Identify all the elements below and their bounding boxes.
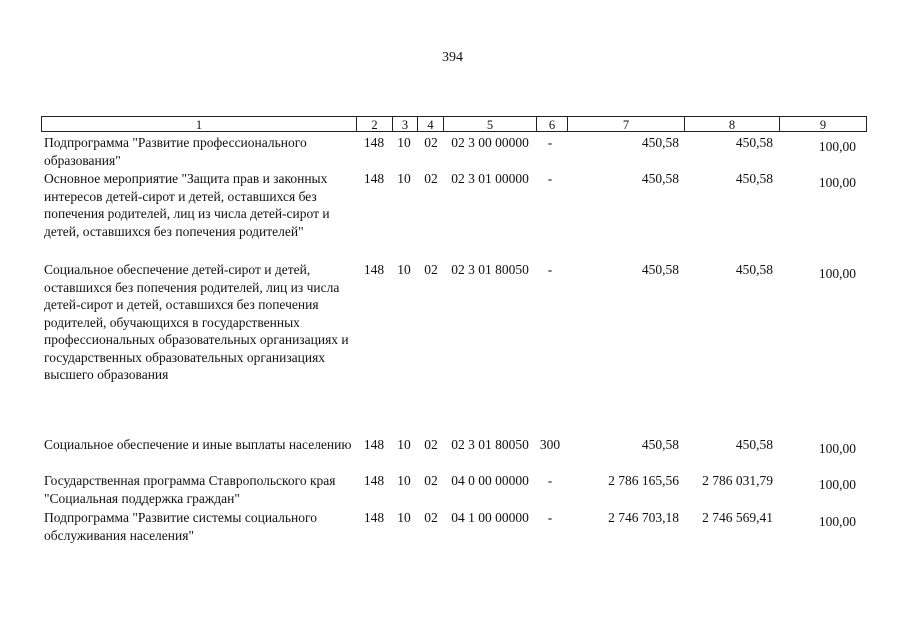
cell-col-6: 300 — [539, 437, 561, 452]
cell-col-4: 02 — [424, 473, 438, 488]
cell-col-3: 10 — [397, 510, 411, 525]
header-col-7: 7 — [567, 117, 684, 131]
cell-col-8: 2 746 569,41 — [702, 510, 773, 525]
cell-col-3: 10 — [397, 437, 411, 452]
cell-col-5: 04 1 00 00000 — [451, 510, 529, 525]
cell-col-5: 02 3 00 00000 — [451, 135, 529, 150]
cell-col-6: - — [547, 135, 553, 150]
cell-col-6: - — [547, 473, 553, 488]
cell-col-6: - — [547, 171, 553, 186]
cell-col-9 — [778, 170, 856, 192]
cell-col-9-value: 100,00 — [818, 266, 856, 281]
cell-col-5: 04 0 00 00000 — [451, 473, 529, 488]
cell-col-7: 450,58 — [641, 437, 679, 452]
cell-col-9-value: 100,00 — [818, 477, 856, 492]
row-description: Социальное обеспечение и иные выплаты населению — [44, 437, 352, 452]
cell-col-9-value: 100,00 — [818, 175, 856, 190]
cell-col-9-value: 100,00 — [818, 441, 856, 456]
cell-col-7: 2 746 703,18 — [608, 510, 679, 525]
cell-col-7: 450,58 — [641, 171, 679, 186]
cell-col-5: 02 3 01 80050 — [451, 262, 529, 277]
cell-col-4: 02 — [424, 135, 438, 150]
header-col-2: 2 — [356, 117, 392, 131]
cell-col-9-value: 100,00 — [818, 514, 856, 529]
cell-col-2: 148 — [363, 135, 385, 150]
cell-col-3: 10 — [397, 171, 411, 186]
page-number: 394 — [442, 50, 463, 65]
cell-col-5: 02 3 01 80050 — [451, 437, 529, 452]
cell-col-6: - — [547, 510, 553, 525]
cell-col-2: 148 — [363, 437, 385, 452]
cell-col-2: 148 — [363, 262, 385, 277]
cell-col-3: 10 — [397, 262, 411, 277]
cell-col-9 — [778, 509, 856, 531]
header-col-9: 9 — [779, 117, 866, 131]
header-col-4: 4 — [417, 117, 443, 131]
cell-col-6: - — [547, 262, 553, 277]
cell-col-3: 10 — [397, 135, 411, 150]
cell-col-8: 2 786 031,79 — [702, 473, 773, 488]
cell-col-3: 10 — [397, 473, 411, 488]
cell-col-7: 2 786 165,56 — [608, 473, 679, 488]
cell-col-4: 02 — [424, 262, 438, 277]
cell-col-8: 450,58 — [735, 171, 773, 186]
cell-col-9 — [778, 436, 856, 458]
cell-col-8: 450,58 — [735, 437, 773, 452]
cell-col-4: 02 — [424, 437, 438, 452]
row-description: Основное мероприятие "Защита прав и законных интересов детей-сирот и детей, оставшихся без попечения родителей, лиц из числа детей-сирот и детей, оставшихся без попечения родителей" — [44, 171, 330, 239]
header-col-3: 3 — [392, 117, 417, 131]
header-col-6: 6 — [536, 117, 567, 131]
cell-col-9 — [778, 134, 856, 156]
row-description: Подпрограмма "Развитие профессионального образования" — [44, 135, 307, 168]
cell-col-9-value: 100,00 — [818, 139, 856, 154]
cell-col-2: 148 — [363, 510, 385, 525]
cell-col-2: 148 — [363, 171, 385, 186]
header-col-8: 8 — [684, 117, 779, 131]
cell-col-5: 02 3 01 00000 — [451, 171, 529, 186]
cell-col-4: 02 — [424, 510, 438, 525]
header-col-1: 1 — [195, 118, 203, 132]
row-description: Подпрограмма "Развитие системы социального обслуживания населения" — [44, 510, 317, 543]
cell-col-8: 450,58 — [735, 135, 773, 150]
row-description: Государственная программа Ставропольского края "Социальная поддержка граждан" — [44, 473, 336, 506]
row-description: Социальное обеспечение детей-сирот и детей, оставшихся без попечения родителей, лиц из числа детей-сирот и детей, оставшихся без попечения родителей, обучающихся в государственных профессиональных образовательных организациях и государственных образовательных организациях высшего образования — [44, 262, 349, 382]
table-header — [41, 116, 867, 132]
cell-col-9 — [778, 472, 856, 494]
cell-col-2: 148 — [363, 473, 385, 488]
cell-col-7: 450,58 — [641, 262, 679, 277]
cell-col-9 — [778, 261, 856, 283]
cell-col-7: 450,58 — [641, 135, 679, 150]
header-col-5: 5 — [443, 117, 536, 131]
cell-col-4: 02 — [424, 171, 438, 186]
cell-col-8: 450,58 — [735, 262, 773, 277]
